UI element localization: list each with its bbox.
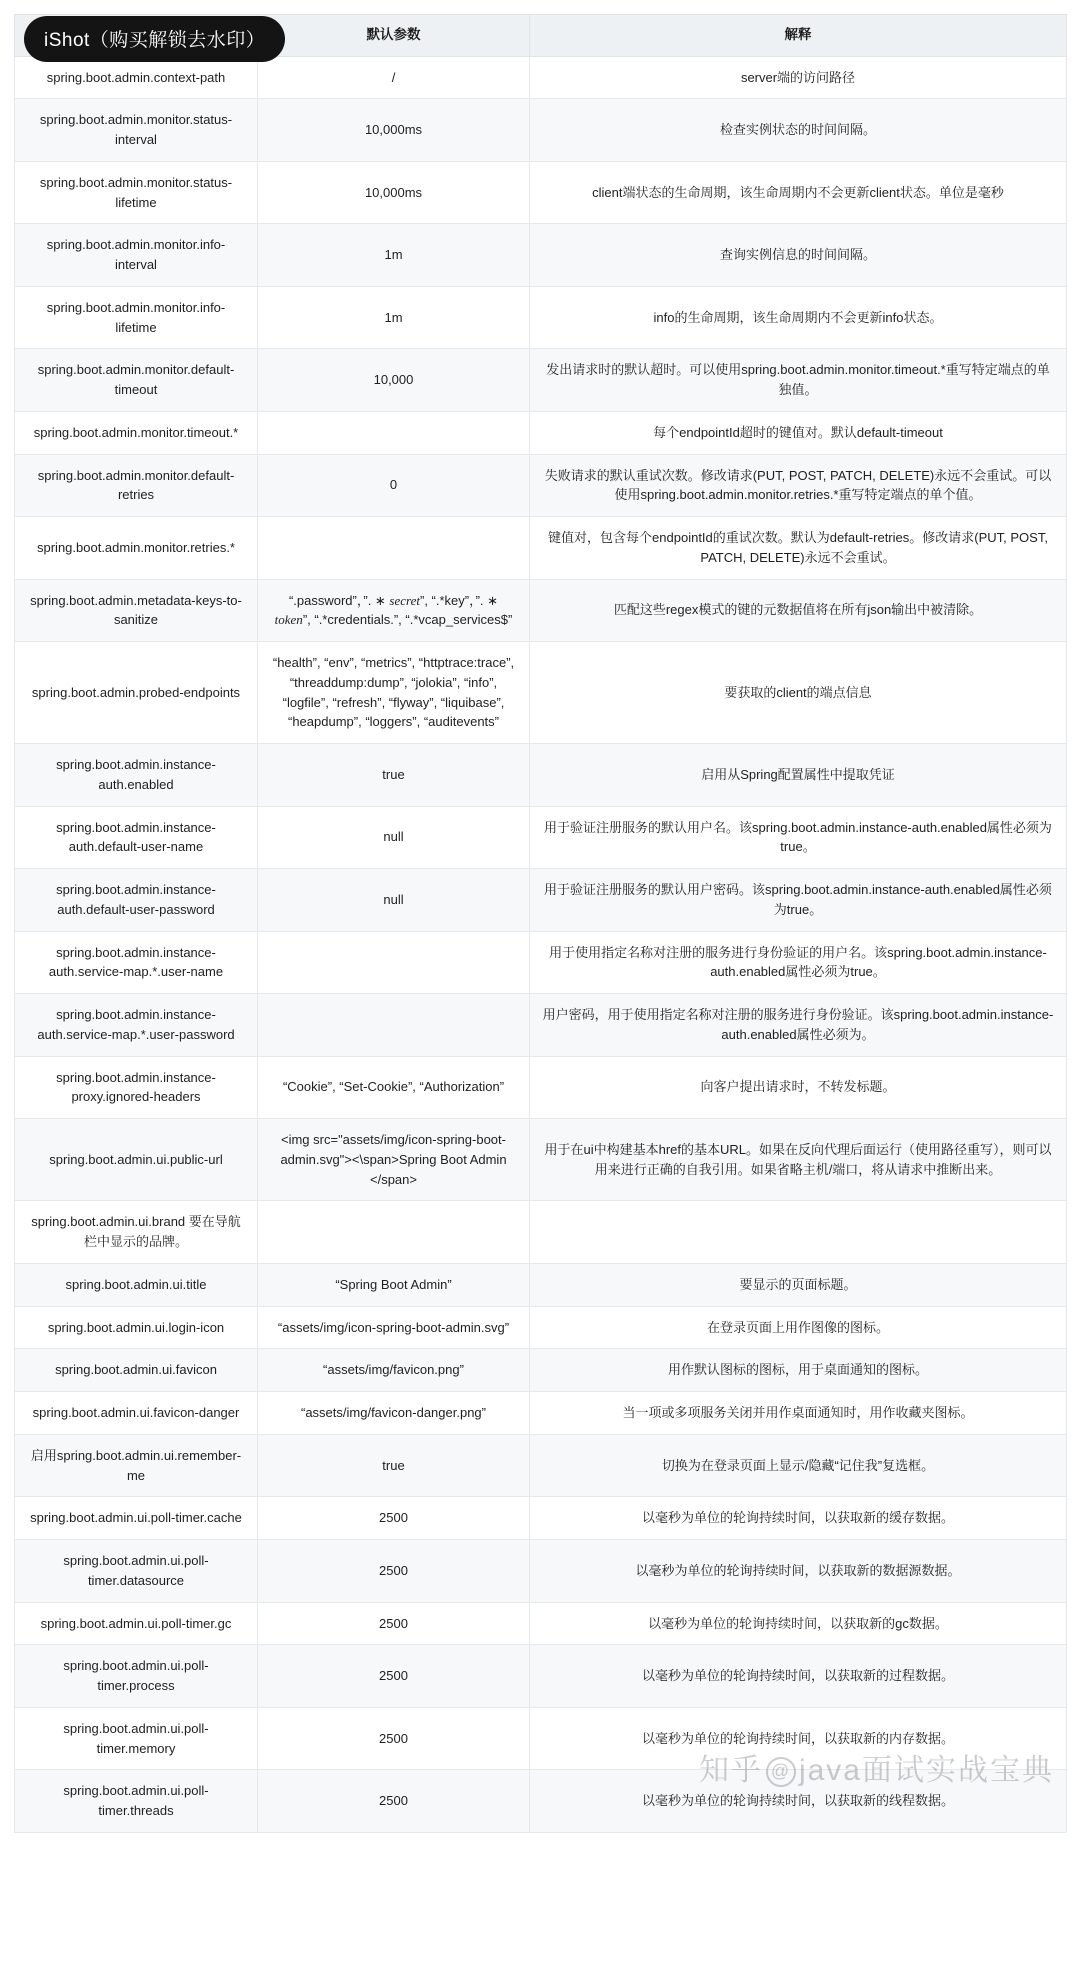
config-default-value-cell: 1m (258, 286, 530, 349)
table-row (15, 349, 1067, 412)
config-key-cell: spring.boot.admin.ui.poll-timer.threads (15, 1770, 258, 1833)
config-explanation-cell: 要获取的client的端点信息 (530, 642, 1067, 744)
table-row (15, 931, 1067, 994)
config-key-cell: spring.boot.admin.ui.brand 要在导航栏中显示的品牌。 (15, 1201, 258, 1264)
config-explanation-cell: 匹配这些regex模式的键的元数据值将在所有json输出中被清除。 (530, 579, 1067, 642)
config-explanation-cell: client端状态的生命周期，该生命周期内不会更新client状态。单位是毫秒 (530, 161, 1067, 224)
table-row (15, 224, 1067, 287)
config-key-cell: spring.boot.admin.probed-endpoints (15, 642, 258, 744)
config-default-value-cell (258, 411, 530, 454)
config-key-cell: spring.boot.admin.ui.favicon (15, 1349, 258, 1392)
config-key-cell: spring.boot.admin.monitor.default-timeout (15, 349, 258, 412)
config-key-cell: spring.boot.admin.ui.login-icon (15, 1306, 258, 1349)
table-row (15, 1392, 1067, 1435)
config-explanation-cell: info的生命周期，该生命周期内不会更新info状态。 (530, 286, 1067, 349)
zhihu-watermark-at-icon: @ (766, 1757, 796, 1787)
config-key-cell: spring.boot.admin.ui.poll-timer.process (15, 1645, 258, 1708)
config-default-value-cell: / (258, 56, 530, 99)
table-row (15, 1497, 1067, 1540)
config-default-value-cell (258, 931, 530, 994)
config-default-value-cell (258, 1201, 530, 1264)
config-key-cell: spring.boot.admin.instance-proxy.ignored-headers (15, 1056, 258, 1119)
config-explanation-cell: 键值对，包含每个endpointId的重试次数。默认为default-retries。修改请求(PUT, POST, PATCH, DELETE)永远不会重试。 (530, 517, 1067, 580)
config-default-value-cell: 2500 (258, 1497, 530, 1540)
config-default-value-cell: “health”, “env”, “metrics”, “httptrace:trace”, “threaddump:dump”, “jolokia”, “info”, “logfile”, “refresh”, “flyway”, “liquibase”, “heapdump”, “loggers”, “auditevents” (258, 642, 530, 744)
config-key-cell: spring.boot.admin.ui.poll-timer.cache (15, 1497, 258, 1540)
zhihu-watermark-handle: java面试实战宝典 (798, 1753, 1054, 1787)
config-key-cell: spring.boot.admin.ui.public-url (15, 1119, 258, 1201)
config-explanation-cell: 失败请求的默认重试次数。修改请求(PUT, POST, PATCH, DELETE)永远不会重试。可以使用spring.boot.admin.monitor.retries.*重写特定端点的单个值。 (530, 454, 1067, 517)
config-default-value-cell: 10,000 (258, 349, 530, 412)
config-key-cell: spring.boot.admin.monitor.status-interval (15, 99, 258, 162)
config-default-value-cell: “assets/img/icon-spring-boot-admin.svg” (258, 1306, 530, 1349)
table-row (15, 1540, 1067, 1603)
config-default-value-cell: true (258, 744, 530, 807)
table-row (15, 1645, 1067, 1708)
config-key-cell: 启用spring.boot.admin.ui.remember-me (15, 1434, 258, 1497)
table-row (15, 1201, 1067, 1264)
table-row (15, 579, 1067, 642)
config-explanation-cell: 以毫秒为单位的轮询持续时间，以获取新的内存数据。 (530, 1707, 1067, 1770)
table-row (15, 1707, 1067, 1770)
column-header-default-value: 默认参数 (258, 15, 530, 57)
table-row (15, 869, 1067, 932)
table-row (15, 411, 1067, 454)
config-key-cell: spring.boot.admin.instance-auth.default-user-name (15, 806, 258, 869)
config-explanation-cell: 用作默认图标的图标，用于桌面通知的图标。 (530, 1349, 1067, 1392)
config-key-cell: spring.boot.admin.monitor.status-lifetime (15, 161, 258, 224)
table-row (15, 1056, 1067, 1119)
config-explanation-cell: server端的访问路径 (530, 56, 1067, 99)
column-header-explanation: 解释 (530, 15, 1067, 57)
config-key-cell: spring.boot.admin.ui.poll-timer.gc (15, 1602, 258, 1645)
table-row (15, 994, 1067, 1057)
table-row (15, 806, 1067, 869)
config-default-value-cell: “.password”，”. ∗ secret”, “.*key”，”. ∗ token”, “.*credentials.”, “.*vcap_services$” (258, 579, 530, 642)
config-default-value-cell: null (258, 806, 530, 869)
config-explanation-cell: 每个endpointId超时的键值对。默认default-timeout (530, 411, 1067, 454)
config-key-cell: spring.boot.admin.ui.poll-timer.datasource (15, 1540, 258, 1603)
config-explanation-cell: 用于验证注册服务的默认用户密码。该spring.boot.admin.instance-auth.enabled属性必须为true。 (530, 869, 1067, 932)
config-key-cell: spring.boot.admin.instance-auth.enabled (15, 744, 258, 807)
spring-boot-admin-config-table (14, 14, 1067, 1833)
config-key-cell: spring.boot.admin.metadata-keys-to-sanitize (15, 579, 258, 642)
config-key-cell: spring.boot.admin.instance-auth.default-user-password (15, 869, 258, 932)
config-default-value-cell: 2500 (258, 1707, 530, 1770)
table-row (15, 1434, 1067, 1497)
config-default-value-cell (258, 517, 530, 580)
table-row (15, 1602, 1067, 1645)
config-explanation-cell: 当一项或多项服务关闭并用作桌面通知时，用作收藏夹图标。 (530, 1392, 1067, 1435)
config-explanation-cell: 以毫秒为单位的轮询持续时间，以获取新的过程数据。 (530, 1645, 1067, 1708)
zhihu-watermark-prefix: 知乎 (698, 1753, 763, 1787)
config-default-value-cell: 2500 (258, 1770, 530, 1833)
config-explanation-cell: 向客户提出请求时，不转发标题。 (530, 1056, 1067, 1119)
table-row (15, 99, 1067, 162)
config-explanation-cell: 以毫秒为单位的轮询持续时间，以获取新的缓存数据。 (530, 1497, 1067, 1540)
table-row (15, 1349, 1067, 1392)
config-default-value-cell: 0 (258, 454, 530, 517)
config-key-cell: spring.boot.admin.instance-auth.service-map.*.user-name (15, 931, 258, 994)
config-key-cell: spring.boot.admin.monitor.timeout.* (15, 411, 258, 454)
config-explanation-cell: 在登录页面上用作图像的图标。 (530, 1306, 1067, 1349)
config-default-value-cell: “assets/img/favicon-danger.png” (258, 1392, 530, 1435)
config-default-value-cell: 2500 (258, 1540, 530, 1603)
config-default-value-cell: 10,000ms (258, 99, 530, 162)
config-explanation-cell: 用于验证注册服务的默认用户名。该spring.boot.admin.instance-auth.enabled属性必须为true。 (530, 806, 1067, 869)
config-default-value-cell: 2500 (258, 1645, 530, 1708)
config-default-value-cell: “Cookie”, “Set-Cookie”, “Authorization” (258, 1056, 530, 1119)
config-default-value-cell: 1m (258, 224, 530, 287)
config-default-value-cell: true (258, 1434, 530, 1497)
table-row (15, 1770, 1067, 1833)
config-default-value-cell: 2500 (258, 1602, 530, 1645)
table-row (15, 1306, 1067, 1349)
table-body (15, 56, 1067, 1832)
config-key-cell: spring.boot.admin.ui.title (15, 1263, 258, 1306)
config-default-value-cell: 10,000ms (258, 161, 530, 224)
ishot-watermark-badge: iShot（购买解锁去水印） (24, 16, 285, 62)
config-explanation-cell: 用于在ui中构建基本href的基本URL。如果在反向代理后面运行（使用路径重写），则可以用来进行正确的自我引用。如果省略主机/端口，将从请求中推断出来。 (530, 1119, 1067, 1201)
config-key-cell: spring.boot.admin.ui.favicon-danger (15, 1392, 258, 1435)
config-explanation-cell: 切换为在登录页面上显示/隐藏“记住我”复选框。 (530, 1434, 1067, 1497)
config-default-value-cell: “Spring Boot Admin” (258, 1263, 530, 1306)
config-explanation-cell: 启用从Spring配置属性中提取凭证 (530, 744, 1067, 807)
config-explanation-cell: 以毫秒为单位的轮询持续时间，以获取新的数据源数据。 (530, 1540, 1067, 1603)
config-explanation-cell (530, 1201, 1067, 1264)
table-row (15, 744, 1067, 807)
config-explanation-cell: 检查实例状态的时间间隔。 (530, 99, 1067, 162)
config-default-value-cell: “assets/img/favicon.png” (258, 1349, 530, 1392)
config-key-cell: spring.boot.admin.monitor.info-lifetime (15, 286, 258, 349)
table-row (15, 1119, 1067, 1201)
table-row (15, 517, 1067, 580)
config-explanation-cell: 要显示的页面标题。 (530, 1263, 1067, 1306)
config-key-cell: spring.boot.admin.ui.poll-timer.memory (15, 1707, 258, 1770)
config-explanation-cell: 用于使用指定名称对注册的服务进行身份验证的用户名。该spring.boot.admin.instance-auth.enabled属性必须为true。 (530, 931, 1067, 994)
table-row (15, 1263, 1067, 1306)
table-row (15, 161, 1067, 224)
config-default-value-cell: null (258, 869, 530, 932)
config-explanation-cell: 以毫秒为单位的轮询持续时间，以获取新的gc数据。 (530, 1602, 1067, 1645)
table-row (15, 286, 1067, 349)
config-key-cell: spring.boot.admin.instance-auth.service-map.*.user-password (15, 994, 258, 1057)
config-key-cell: spring.boot.admin.monitor.default-retries (15, 454, 258, 517)
table-row (15, 642, 1067, 744)
config-key-cell: spring.boot.admin.context-path (15, 56, 258, 99)
config-explanation-cell: 发出请求时的默认超时。可以使用spring.boot.admin.monitor.timeout.*重写特定端点的单独值。 (530, 349, 1067, 412)
config-default-value-cell (258, 994, 530, 1057)
config-key-cell: spring.boot.admin.monitor.retries.* (15, 517, 258, 580)
config-explanation-cell: 用户密码，用于使用指定名称对注册的服务进行身份验证。该spring.boot.admin.instance-auth.enabled属性必须为。 (530, 994, 1067, 1057)
table-row (15, 454, 1067, 517)
config-explanation-cell: 查询实例信息的时间间隔。 (530, 224, 1067, 287)
table-row (15, 56, 1067, 99)
config-key-cell: spring.boot.admin.monitor.info-interval (15, 224, 258, 287)
config-default-value-cell: <img src="assets/img/icon-spring-boot-admin.svg"><\span>Spring Boot Admin </span> (258, 1119, 530, 1201)
config-explanation-cell: 以毫秒为单位的轮询持续时间，以获取新的线程数据。 (530, 1770, 1067, 1833)
